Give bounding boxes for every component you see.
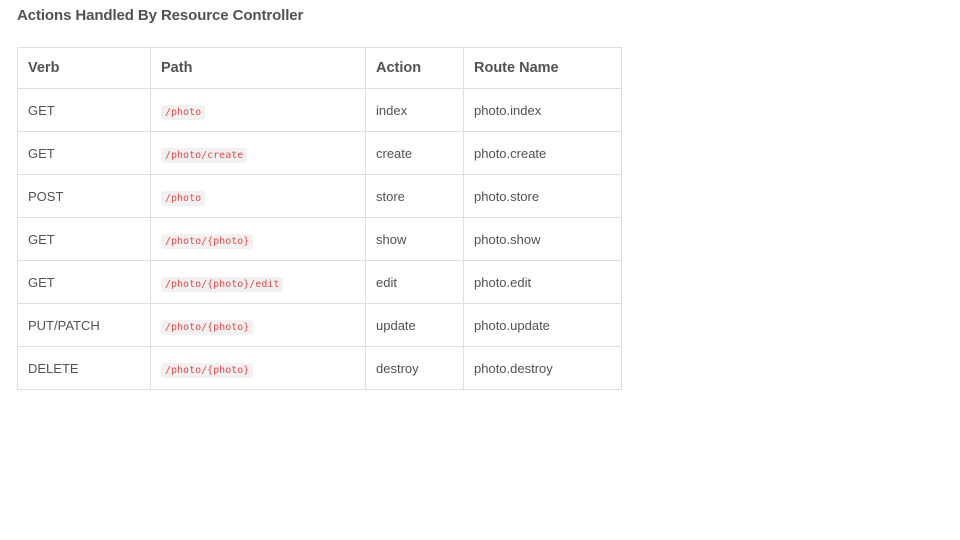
path-cell [151,218,366,261]
route-name-cell: photo.show [464,218,622,261]
table-row [18,261,622,304]
table-row [18,304,622,347]
table-header-row [18,48,622,89]
action-cell: show [366,218,464,261]
verb-cell: GET [18,89,151,132]
path-code: /photo/{photo} [161,320,253,335]
path-code: /photo/{photo} [161,234,253,249]
verb-cell: POST [18,175,151,218]
route-name-cell: photo.destroy [464,347,622,390]
table-row [18,218,622,261]
table-row [18,89,622,132]
path-cell [151,89,366,132]
resource-actions-table [17,47,622,390]
action-cell: store [366,175,464,218]
action-cell: edit [366,261,464,304]
route-name-cell: photo.update [464,304,622,347]
verb-cell: GET [18,218,151,261]
table-row [18,347,622,390]
route-name-cell: photo.edit [464,261,622,304]
action-cell: index [366,89,464,132]
action-cell: create [366,132,464,175]
path-code: /photo/{photo}/edit [161,277,283,292]
page-title: Actions Handled By Resource Controller [17,7,304,24]
verb-cell: GET [18,132,151,175]
table-row [18,175,622,218]
action-cell: destroy [366,347,464,390]
path-cell [151,261,366,304]
header-route-name: Route Name [464,48,622,89]
path-code: /photo [161,105,205,120]
verb-cell: GET [18,261,151,304]
header-verb: Verb [18,48,151,89]
path-code: /photo [161,191,205,206]
action-cell: update [366,304,464,347]
path-cell [151,175,366,218]
path-cell [151,347,366,390]
route-name-cell: photo.store [464,175,622,218]
header-action: Action [366,48,464,89]
verb-cell: DELETE [18,347,151,390]
verb-cell: PUT/PATCH [18,304,151,347]
route-name-cell: photo.index [464,89,622,132]
path-code: /photo/{photo} [161,363,253,378]
table-row [18,132,622,175]
path-cell [151,304,366,347]
header-path: Path [151,48,366,89]
path-cell [151,132,366,175]
path-code: /photo/create [161,148,247,163]
route-name-cell: photo.create [464,132,622,175]
